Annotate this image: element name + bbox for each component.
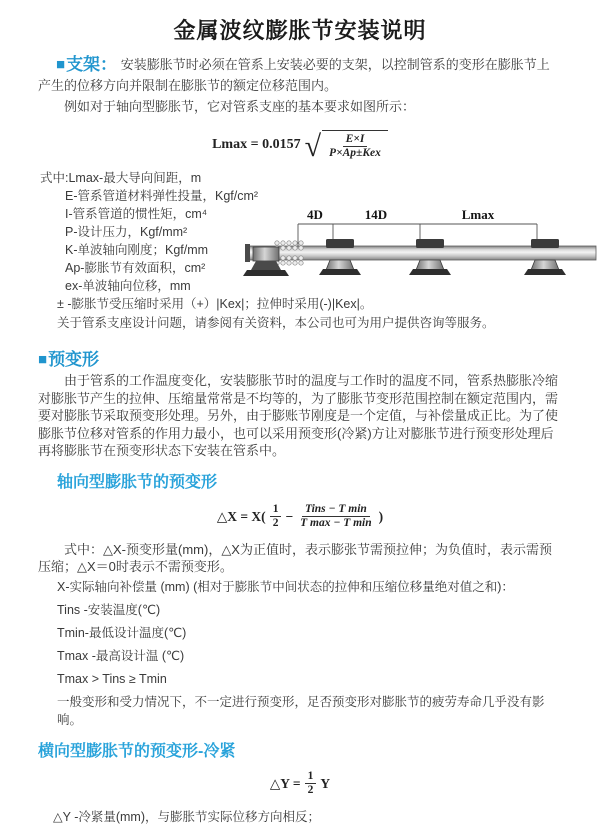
axial-formula-lhs: △X = X( (216, 508, 266, 524)
one-half-fraction: $\frac{1}{2}$ (270, 503, 282, 530)
axial-formula-explanation: 式中：△X-预变形量(mm)，△X为正值时，表示膨张节需预拉伸；为负值时，表示需预压缩；△X＝0时表示不需预变形。 (38, 541, 552, 574)
axial-formula-rhs: ) (378, 508, 384, 524)
page-title: 金属波纹膨胀节安装说明 (173, 18, 427, 43)
definition-line: K-单波轴向刚度；Kgf/mm (65, 243, 209, 257)
axial-variable-line: Tmax > Tins ≥ Tmin (57, 671, 167, 686)
definition-line: Ap-膨胀节有效面积，cm² (65, 261, 206, 275)
dimension-label-4d: 4D (307, 207, 323, 222)
axial-variable-line: Tins -安装温度(℃) (57, 602, 161, 617)
lmax-formula (38, 126, 562, 164)
predeform-heading-row (38, 345, 562, 370)
axial-note-line: 一般变形和受力情况下，不一定进行预变形，足否预变形对膨胀节的疲劳寿命几乎没有影响。 (57, 694, 545, 727)
definition-line: ex-单波轴向位移，mm (65, 279, 191, 293)
axial-formula-minus: − (285, 508, 294, 524)
lateral-formula-lhs: △Y = (269, 775, 301, 791)
support-intro-paragraph (38, 54, 562, 96)
axial-variable-line: X-实际轴向补偿量 (mm) (相对于膨胀节中间状态的拉伸和压缩位移量绝对值之和)： (57, 579, 514, 594)
dimension-label-lmax: Lmax (461, 207, 495, 222)
axial-variable-line: Tmin-最低设计温度(℃) (57, 625, 187, 640)
lateral-predeform-formula (38, 771, 562, 797)
radicand (322, 130, 388, 160)
axial-variable-line: Tmax -最高设计温 (℃) (57, 648, 185, 663)
definition-line: I-管系管道的惯性矩，cm⁴ (65, 207, 208, 221)
document-page (0, 14, 600, 824)
definition-line: P-设计压力，Kgf/mm² (65, 225, 188, 239)
lmax-formula-numerator: E×I (343, 133, 368, 147)
definition-line: 式中:Lmax-最大导向间距，m (40, 171, 202, 185)
temperature-fraction: $\frac{\text{Tins − T min}}{\text{T max − T min}}$ (300, 502, 372, 529)
predeform-section (0, 345, 600, 825)
support-consult-note: 关于管系支座设计问题，请参阅有关资料，本公司也可为用户提供咨询等服务。 (57, 315, 495, 330)
lmax-formula-denominator: P×Ap±Kex (329, 147, 381, 159)
lateral-predeform-heading: 横向型膨胀节的预变形-冷紧 (38, 742, 236, 760)
axial-variable-list (57, 578, 562, 729)
support-example-line: 例如对于轴向型膨胀节，它对管系支座的基本要求如图所示： (64, 99, 416, 114)
dimension-label-14d: 14D (364, 207, 388, 222)
section-square-bullet-icon: ■ (56, 56, 66, 73)
lateral-note-line: △Y -冷紧量(mm)，与膨胀节实际位移方向相反； (53, 809, 321, 824)
axial-predeform-heading: 轴向型膨胀节的预变形 (57, 473, 218, 491)
radical-sign: √ (304, 130, 322, 163)
support-section-heading: 支架： (66, 55, 118, 74)
definition-line: ± -膨胀节受压缩时采用（+）|Kex|；拉伸时采用(-)|Kex|。 (57, 297, 373, 311)
predeform-paragraph: 由于管系的工作温度变化，安装膨胀节时的温度与工作时的温度不同，管系热膨胀冷缩对膨胀节产生的拉伸、压缩量常常是不均等的，为了膨胀节变形范围控制在额定范围内，需要对膨胀节采取预变形处理。另外，由于膨账节刚度是一个定值，与补偿量成正比。为了使膨胀节位移对管系的作用力最小，也可以采用预变形(冷紧)方让对膨胀节进行预变形处理后再将膨胀节在预变形状态下安装在管系中。 (38, 373, 559, 458)
support-intro-text: 安装膨胀节时必须在管系上安装必要的支架，以控制管系的变形在膨胀节上产生的位移方向并限制在膨胀节的额定位移范围内。 (38, 57, 550, 93)
section-square-bullet-icon: ■ (38, 351, 48, 368)
lmax-formula-lhs: Lmax = 0.0157 (212, 137, 301, 152)
one-half-fraction: $\frac{1}{2}$ (305, 770, 317, 797)
predeform-section-heading: 预变形 (48, 350, 100, 369)
lateral-formula-rhs: Y (320, 775, 331, 791)
axial-predeform-formula (38, 500, 562, 534)
pipe-support-diagram (243, 206, 598, 302)
pipe-end-cap (245, 244, 250, 262)
definition-line: E-管系管道材料弹性投量，Kgf/cm² (65, 189, 259, 203)
